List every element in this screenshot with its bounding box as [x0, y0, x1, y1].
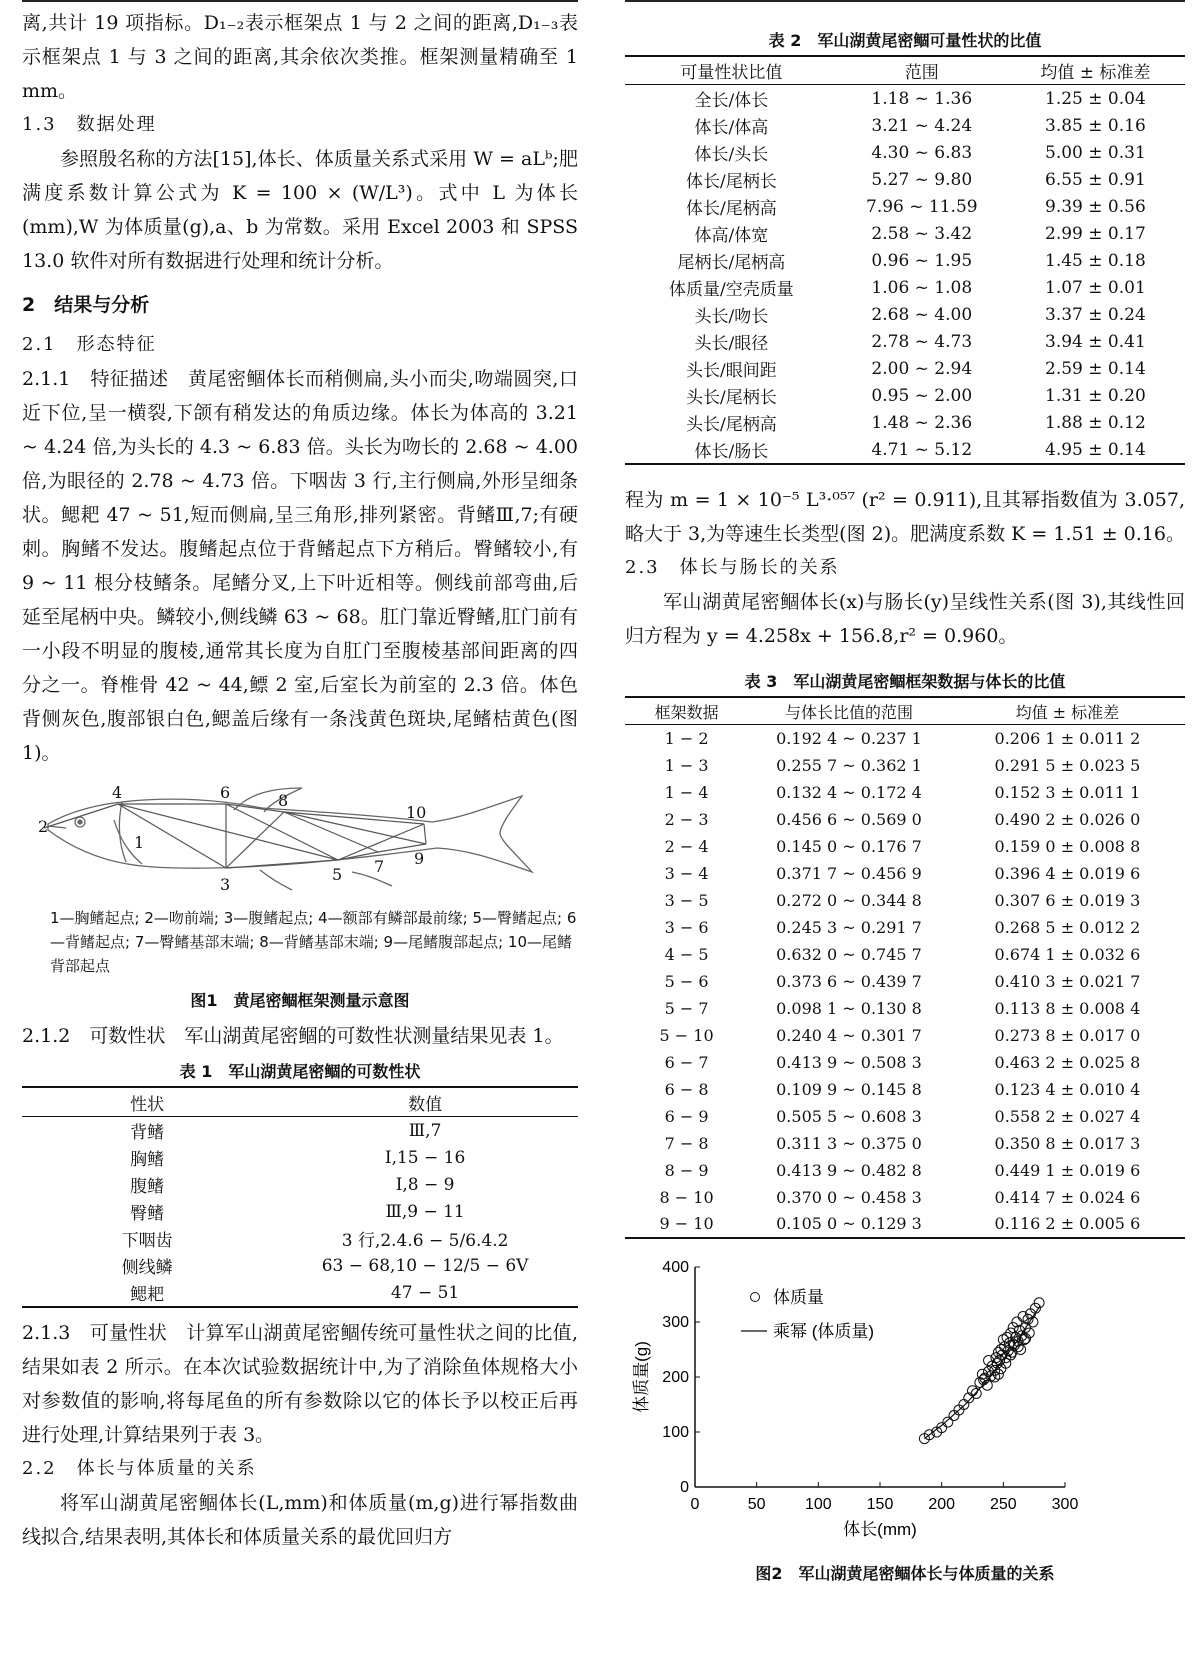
y-tick-label: 200: [662, 1368, 689, 1386]
table-row: [22, 1117, 578, 1145]
y-tick-label: 300: [662, 1313, 689, 1331]
paragraph-2-3: 军山湖黄尾密鲴体长(x)与肠长(y)呈线性关系(图 3),其线性回归方程为 y = 4.258x + 156.8,r² = 0.960。: [625, 591, 1185, 647]
scatter-chart: [625, 1253, 1185, 1553]
table-cell: 0.123 4 ± 0.010 4: [994, 1079, 1141, 1099]
table-row: [625, 725, 1185, 752]
table-cell: 0.268 5 ± 0.012 2: [994, 917, 1141, 937]
table-row: [22, 1225, 578, 1252]
table-cell: 0.273 8 ± 0.017 0: [994, 1025, 1141, 1045]
table-cell: 6 − 7: [664, 1052, 709, 1072]
table-row: [625, 193, 1185, 220]
frame-point-label: 8: [278, 791, 289, 810]
y-axis-label: 体质量(g): [632, 1340, 651, 1413]
table-cell: 3.85 ± 0.16: [1045, 115, 1146, 136]
figure-1-legend: 1—胸鳍起点; 2—吻前端; 3—腹鳍起点; 4—额部有鳞部最前缘; 5—臀鳍起点; 6—背鳍起点; 7—臀鳍基部末端; 8—背鳍基部末端; 9—尾鳍腹部起点; 10—尾鳍背部起点: [50, 909, 577, 975]
table-cell: 2.99 ± 0.17: [1045, 223, 1146, 244]
fit-line: [924, 1305, 1040, 1438]
table-row: [625, 112, 1185, 139]
table-row: [625, 968, 1185, 995]
table-cell: 2.78 ~ 4.73: [871, 331, 973, 352]
table-cell: 1.45 ± 0.18: [1045, 250, 1146, 271]
frame-point-label: 4: [112, 783, 123, 802]
table-cell: 0.413 9 ~ 0.508 3: [776, 1052, 922, 1072]
table-cell: 1 − 4: [664, 782, 709, 802]
table-row: [625, 139, 1185, 166]
table-cell: 5.00 ± 0.31: [1045, 142, 1146, 163]
section-2-2-heading: 2.2 体长与体质量的关系: [22, 1458, 257, 1479]
table-cell: 头长/眼径: [694, 334, 769, 354]
table-cell: 体质量/空壳质量: [669, 280, 794, 300]
table-row: [625, 833, 1185, 860]
y-tick-label: 400: [662, 1258, 689, 1276]
x-tick-label: 200: [928, 1495, 956, 1513]
table-cell: 8 − 10: [659, 1187, 714, 1207]
table-cell: 9 − 10: [659, 1214, 714, 1233]
table-header: 与体长比值的范围: [784, 702, 913, 722]
table-cell: 2.00 ~ 2.94: [871, 358, 973, 379]
table-cell: 4.71 ~ 5.12: [871, 439, 973, 460]
table-cell: 0.456 6 ~ 0.569 0: [776, 809, 922, 829]
table-cell: 体长/尾柄高: [686, 199, 777, 219]
table-header: 均值 ± 标准差: [1040, 63, 1151, 83]
table-cell: 0.373 6 ~ 0.439 7: [776, 971, 922, 991]
table-row: [625, 220, 1185, 247]
table-cell: 0.113 8 ± 0.008 4: [994, 998, 1141, 1018]
table-row: [625, 355, 1185, 382]
table-cell: 0.311 3 ~ 0.375 0: [776, 1133, 922, 1153]
table-cell: 0.291 5 ± 0.023 5: [994, 755, 1141, 775]
table-cell: 3 − 6: [664, 917, 709, 937]
table-row: [625, 247, 1185, 274]
x-axis-label: 体长(mm): [843, 1519, 917, 1539]
table-cell: 0.116 2 ± 0.005 6: [994, 1214, 1141, 1233]
table-row: [625, 301, 1185, 328]
table-cell: 0.132 4 ~ 0.172 4: [776, 782, 922, 802]
table-cell: 4.30 ~ 6.83: [871, 142, 973, 163]
fish-frame-diagram: [22, 782, 578, 902]
table-cell: 0.449 1 ± 0.019 6: [994, 1160, 1141, 1180]
table-cell: 1.88 ± 0.12: [1045, 412, 1146, 433]
section-1-3-heading: 1.3 数据处理: [22, 114, 157, 135]
table-row: [625, 1022, 1185, 1049]
table-cell: 0.105 0 ~ 0.129 3: [776, 1214, 922, 1233]
figure-1: [22, 782, 578, 1011]
table-cell: 2 − 3: [664, 809, 709, 829]
table-1: [22, 1086, 578, 1308]
figure-1-caption: 图1 黄尾密鲴框架测量示意图: [190, 991, 410, 1010]
table-cell: 0.109 9 ~ 0.145 8: [776, 1079, 922, 1099]
table-cell: 63 − 68,10 − 12/5 − 6V: [321, 1255, 529, 1276]
table-cell: 2.68 ~ 4.00: [871, 304, 973, 325]
table-cell: 2.59 ± 0.14: [1045, 358, 1146, 379]
x-tick-label: 150: [866, 1495, 894, 1513]
table-cell: 7.96 ~ 11.59: [866, 196, 978, 217]
paragraph-2-1-2: 2.1.2 可数性状 军山湖黄尾密鲴的可数性状测量结果见表 1。: [22, 1025, 564, 1047]
table-header: 可量性状比值: [680, 63, 783, 83]
table-header: 性状: [130, 1094, 165, 1115]
table-row: [625, 328, 1185, 355]
paragraph-2-2-continued: 程为 m = 1 × 10⁻⁵ L³·⁰⁵⁷ (r² = 0.911),且其幂指数值为 3.057,略大于 3,为等速生长类型(图 2)。肥满度系数 K = 1.51 ± 0.16。: [625, 489, 1185, 545]
x-tick-label: 250: [989, 1495, 1017, 1513]
table-2-caption: 表 2 军山湖黄尾密鲴可量性状的比值: [768, 31, 1042, 50]
table-row: [625, 860, 1185, 887]
section-2-heading: 2 结果与分析: [22, 294, 150, 316]
table-cell: 3 − 5: [664, 890, 709, 910]
table-cell: 3.94 ± 0.41: [1045, 331, 1146, 352]
table-cell: 2 − 4: [664, 836, 709, 856]
table-cell: 头长/眼间距: [686, 361, 777, 381]
table-cell: 0.159 0 ± 0.008 8: [994, 836, 1141, 856]
table-cell: Ⅰ,8 − 9: [395, 1174, 455, 1195]
table-row: [625, 1184, 1185, 1211]
table-row: [625, 779, 1185, 806]
table-cell: Ⅲ,9 − 11: [385, 1201, 465, 1222]
data-point: [1034, 1297, 1044, 1307]
table-cell: 0.192 4 ~ 0.237 1: [776, 728, 922, 748]
table-cell: 4 − 5: [664, 944, 709, 964]
frame-point-label: 7: [374, 857, 385, 876]
table-cell: 0.098 1 ~ 0.130 8: [776, 998, 922, 1018]
table-cell: 47 − 51: [390, 1282, 460, 1303]
table-cell: 0.350 8 ± 0.017 3: [994, 1133, 1141, 1153]
table-cell: 体长/肠长: [694, 442, 769, 462]
table-cell: Ⅲ,7: [408, 1120, 442, 1141]
table-cell: 全长/体长: [694, 91, 769, 111]
table-1-caption: 表 1 军山湖黄尾密鲴的可数性状: [179, 1062, 421, 1081]
table-cell: 5 − 6: [664, 971, 709, 991]
table-cell: 0.240 4 ~ 0.301 7: [776, 1025, 922, 1045]
table-cell: 5 − 10: [659, 1025, 714, 1045]
frame-point-label: 9: [414, 849, 425, 868]
table-cell: 体高/体宽: [694, 226, 769, 246]
table-cell: 0.145 0 ~ 0.176 7: [776, 836, 922, 856]
table-cell: 7 − 8: [664, 1133, 709, 1153]
table-row: [625, 1049, 1185, 1076]
table-cell: 0.413 9 ~ 0.482 8: [776, 1160, 922, 1180]
table-row: [22, 1144, 578, 1171]
table-row: [625, 1130, 1185, 1157]
table-cell: 2.58 ~ 3.42: [871, 223, 973, 244]
table-header: 框架数据: [654, 702, 719, 722]
paragraph-2-2: 将军山湖黄尾密鲴体长(L,mm)和体质量(m,g)进行幂指数曲线拟合,结果表明,其体长和体质量关系的最优回归方: [22, 1492, 578, 1548]
x-tick-label: 50: [747, 1495, 766, 1513]
frame-point-label: 10: [406, 803, 427, 822]
x-tick-label: 300: [1051, 1495, 1079, 1513]
table-row: [625, 274, 1185, 301]
table-header: 数值: [408, 1094, 443, 1115]
table-row: [625, 1103, 1185, 1130]
table-cell: 1 − 2: [664, 728, 709, 748]
figure-2-caption: 图2 军山湖黄尾密鲴体长与体质量的关系: [755, 1563, 1055, 1583]
table-cell: 0.272 0 ~ 0.344 8: [776, 890, 922, 910]
table-row: [22, 1198, 578, 1225]
table-cell: 1.25 ± 0.04: [1045, 88, 1146, 109]
table-row: [625, 1076, 1185, 1103]
table-cell: 5.27 ~ 9.80: [871, 169, 973, 190]
table-cell: 0.505 5 ~ 0.608 3: [776, 1106, 922, 1126]
table-cell: 0.96 ~ 1.95: [871, 250, 973, 271]
table-cell: 5 − 7: [664, 998, 709, 1018]
table-cell: 0.674 1 ± 0.032 6: [994, 944, 1141, 964]
table-cell: 9.39 ± 0.56: [1045, 196, 1146, 217]
table-cell: 6 − 9: [664, 1106, 709, 1126]
paragraph-data-processing: 参照殷名称的方法[15],体长、体质量关系式采用 W = aLᵇ;肥满度系数计算公式为 K = 100 × (W/L³)。式中 L 为体长(mm),W 为体质量(g),a、b 为常数。采用 Excel 2003 和 SPSS 13.0 软件对所有数据进行处理和统计分析。: [22, 148, 578, 272]
table-cell: 0.396 4 ± 0.019 6: [994, 863, 1141, 883]
table-cell: 侧线鳞: [121, 1258, 173, 1278]
table-row: [625, 887, 1185, 914]
right-column: [625, 0, 1185, 1584]
table-cell: 头长/吻长: [694, 307, 769, 327]
table-cell: 3 行,2.4.6 − 5/6.4.2: [341, 1231, 509, 1251]
table-cell: 臀鳍: [130, 1204, 165, 1224]
table-cell: 鳃耙: [130, 1285, 165, 1305]
table-cell: 1.06 ~ 1.08: [871, 277, 973, 298]
table-cell: 0.463 2 ± 0.025 8: [994, 1052, 1141, 1072]
legend-label: 乘幂 (体质量): [773, 1321, 875, 1341]
table-cell: 0.632 0 ~ 0.745 7: [776, 944, 922, 964]
frame-point-label: 3: [220, 875, 231, 894]
frame-point-label: 1: [134, 833, 145, 852]
table-row: [625, 941, 1185, 968]
table-row: [625, 1211, 1185, 1238]
table-cell: 0.490 2 ± 0.026 0: [994, 809, 1141, 829]
legend-marker-points: [751, 1292, 760, 1301]
table-cell: 0.371 7 ~ 0.456 9: [776, 863, 922, 883]
left-column: [22, 0, 578, 1554]
table-row: [625, 806, 1185, 833]
table-cell: 3.21 ~ 4.24: [871, 115, 973, 136]
section-2-3-heading: 2.3 体长与肠长的关系: [625, 557, 840, 578]
table-row: [625, 436, 1185, 464]
paragraph-intro: 离,共计 19 项指标。D₁₋₂表示框架点 1 与 2 之间的距离,D₁₋₃表示框架点 1 与 3 之间的距离,其余依次类推。框架测量精确至 1 mm。: [22, 12, 578, 102]
table-cell: 体长/体高: [694, 118, 769, 138]
table-cell: 0.410 3 ± 0.021 7: [994, 971, 1141, 991]
paragraph-2-1-3: 2.1.3 可量性状 计算军山湖黄尾密鲴传统可量性状之间的比值,结果如表 2 所示。在本次试验数据统计中,为了消除鱼体规格大小对参数值的影响,将每尾鱼的所有参数除以它的体长予以校正后再进行处理,计算结果列于表 3。: [22, 1322, 578, 1446]
table-cell: 0.152 3 ± 0.011 1: [994, 782, 1141, 802]
table-cell: 6 − 8: [664, 1079, 709, 1099]
table-row: [625, 995, 1185, 1022]
table-cell: 0.307 6 ± 0.019 3: [994, 890, 1141, 910]
table-cell: 0.206 1 ± 0.011 2: [994, 728, 1141, 748]
table-cell: 0.245 3 ~ 0.291 7: [776, 917, 922, 937]
frame-point-label: 6: [220, 783, 231, 802]
table-row: [625, 752, 1185, 779]
table-cell: 0.558 2 ± 0.027 4: [994, 1106, 1141, 1126]
table-cell: 6.55 ± 0.91: [1045, 169, 1146, 190]
table-3-caption: 表 3 军山湖黄尾密鲴框架数据与体长的比值: [744, 672, 1066, 691]
table-2: [625, 55, 1185, 465]
table-header: 范围: [904, 63, 939, 83]
table-row: [625, 1157, 1185, 1184]
data-point: [943, 1417, 953, 1427]
table-cell: 头长/尾柄长: [686, 388, 777, 408]
x-tick-label: 100: [804, 1495, 832, 1513]
table-cell: 3 − 4: [664, 863, 709, 883]
table-cell: 1 − 3: [664, 755, 709, 775]
figure-2: [625, 1253, 1185, 1584]
table-cell: 0.414 7 ± 0.024 6: [994, 1187, 1141, 1207]
table-cell: 胸鳍: [130, 1150, 165, 1170]
table-cell: 0.95 ~ 2.00: [871, 385, 973, 406]
table-row: [625, 914, 1185, 941]
table-cell: 1.18 ~ 1.36: [871, 88, 973, 109]
table-cell: 下咽齿: [121, 1231, 173, 1251]
table-cell: 体长/头长: [694, 145, 769, 165]
paragraph-2-1-1: 2.1.1 特征描述 黄尾密鲴体长而稍侧扁,头小而尖,吻端圆突,口近下位,呈一横裂,下颌有稍发达的角质边缘。体长为体高的 3.21 ~ 4.24 倍,为头长的 4.3 ~ 6.83 倍。头长为吻长的 2.68 ~ 4.00 倍,为眼径的 2.78 ~ 4.73 倍。下咽齿 3 行,主行侧扁,外形呈细条状。鳃耙 47 ~ 51,短而侧扁,呈三角形,排列紧密。背鳍Ⅲ,7;有硬刺。胸鳍不发达。腹鳍起点位于背鳍起点下方稍后。臀鳍较小,有 9 ~ 11 根分枝鳍条。尾鳍分叉,上下叶近相等。侧线前部弯曲,后延至尾柄中央。鳞较小,侧线鳞 63 ~ 68。肛门靠近臀鳍,肛门前有一小段不明显的腹棱,通常其长度为自肛门至腹棱基部间距离的四分之一。脊椎骨 42 ~ 44,鳔 2 室,后室长为前室的 2.3 倍。体色背侧灰色,腹部银白色,鳃盖后缘有一条浅黄色斑块,尾鳍桔黄色(图 1)。: [22, 368, 578, 764]
table-cell: Ⅰ,15 − 16: [384, 1147, 466, 1168]
table-cell: 0.370 0 ~ 0.458 3: [776, 1187, 922, 1207]
table-row: [625, 85, 1185, 113]
table-cell: 8 − 9: [664, 1160, 709, 1180]
frame-point-label: 2: [38, 817, 49, 836]
table-header: 均值 ± 标准差: [1015, 702, 1120, 722]
x-tick-label: 0: [690, 1495, 700, 1513]
table-cell: 1.31 ± 0.20: [1045, 385, 1146, 406]
table-cell: 尾柄长/尾柄高: [677, 253, 786, 273]
table-row: [22, 1171, 578, 1198]
table-row: [22, 1279, 578, 1307]
table-row: [625, 409, 1185, 436]
table-cell: 4.95 ± 0.14: [1045, 439, 1146, 460]
frame-point-label: 5: [332, 865, 343, 884]
table-cell: 1.07 ± 0.01: [1045, 277, 1146, 298]
y-tick-label: 0: [680, 1478, 689, 1496]
table-3: [625, 696, 1185, 1239]
table-row: [625, 166, 1185, 193]
table-cell: 3.37 ± 0.24: [1045, 304, 1146, 325]
table-row: [625, 382, 1185, 409]
table-cell: 背鳍: [130, 1123, 165, 1143]
table-cell: 头长/尾柄高: [686, 415, 777, 435]
table-cell: 1.48 ~ 2.36: [871, 412, 973, 433]
table-row: [22, 1252, 578, 1279]
legend-label: 体质量: [773, 1287, 824, 1307]
table-cell: 0.255 7 ~ 0.362 1: [776, 755, 922, 775]
table-cell: 体长/尾柄长: [686, 172, 777, 192]
data-point: [1008, 1322, 1018, 1332]
section-2-1-heading: 2.1 形态特征: [22, 334, 157, 355]
table-cell: 腹鳍: [130, 1177, 165, 1197]
y-tick-label: 100: [662, 1423, 689, 1441]
